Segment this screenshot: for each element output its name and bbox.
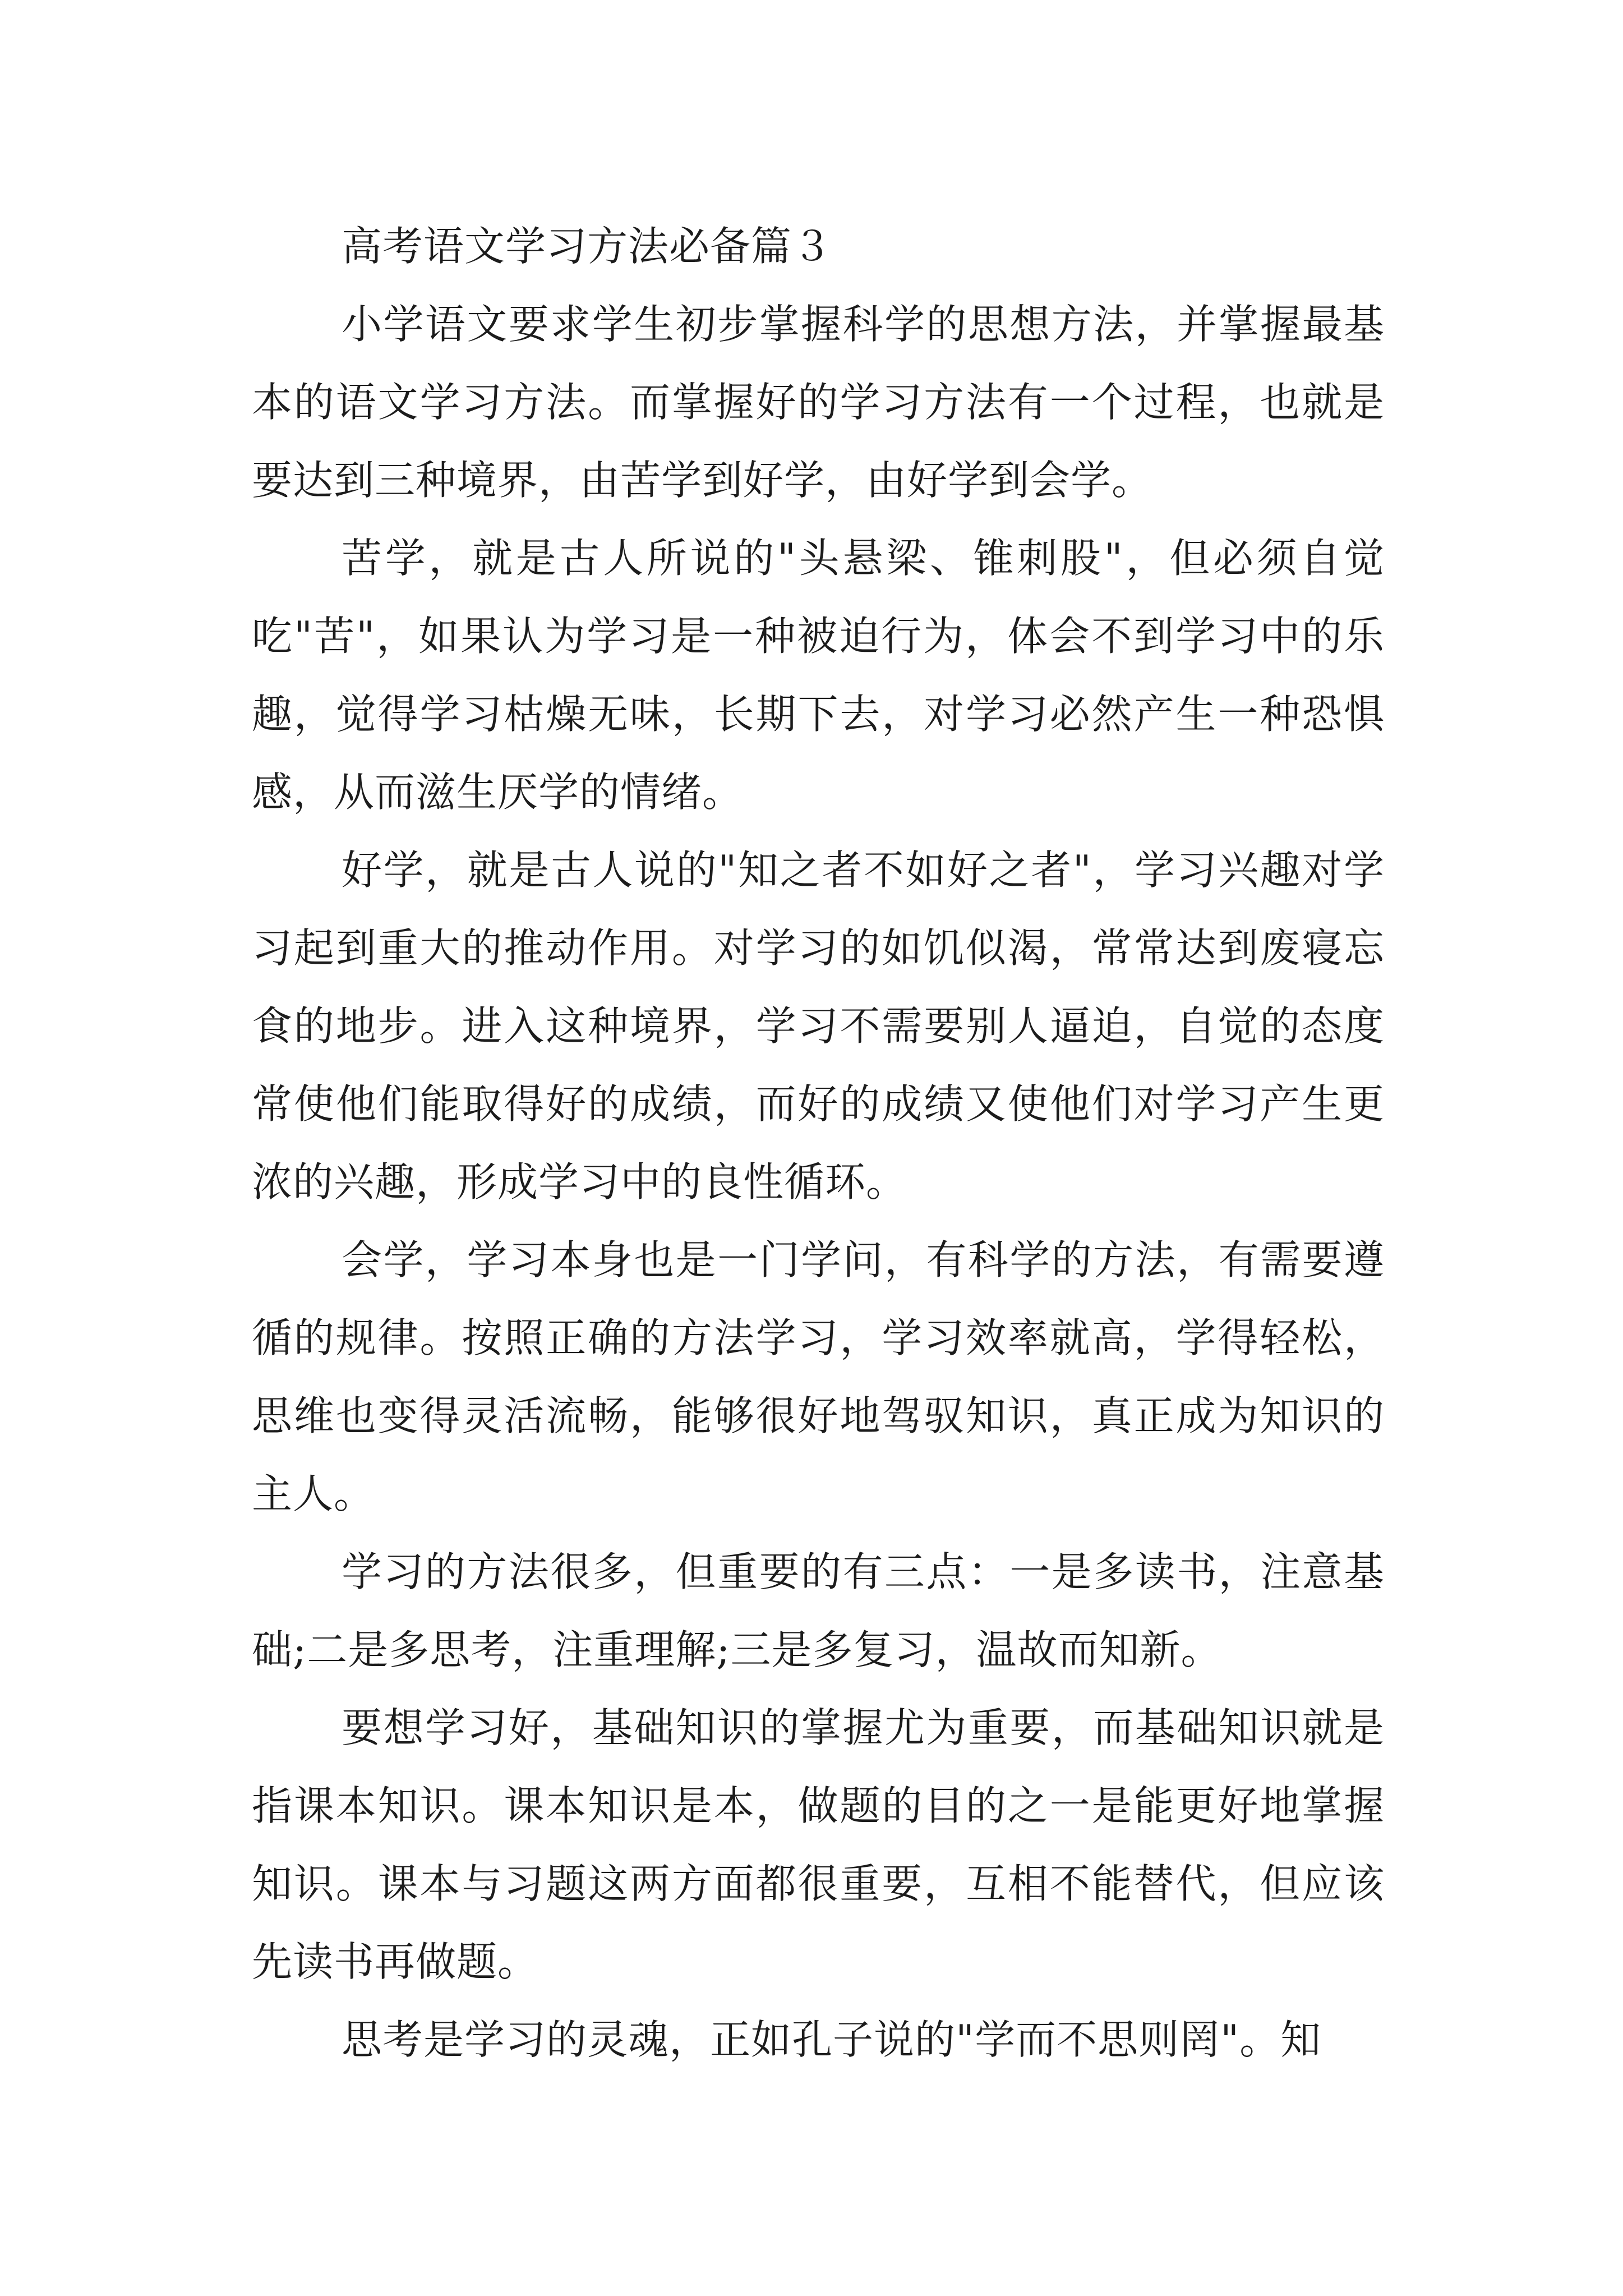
paragraph: 好学，就是古人说的"知之者不如好之者"，学习兴趣对学习起到重大的推动作用。对学习的如饥似渴，常常达到废寝忘食的地步。进入这种境界，学习不需要别人逼迫，自觉的态度常使他们能取得好的成绩，而好的成绩又使他们对学习产生更浓的兴趣，形成学习中的良性循环。 bbox=[252, 846, 1385, 1205]
paragraph: 要想学习好，基础知识的掌握尤为重要，而基础知识就是指课本知识。课本知识是本，做题的目的之一是能更好地掌握知识。课本与习题这两方面都很重要，互相不能替代，但应该先读书再做题。 bbox=[252, 1704, 1385, 1985]
paragraph: 小学语文要求学生初步掌握科学的思想方法，并掌握最基本的语文学习方法。而掌握好的学习方法有一个过程，也就是要达到三种境界，由苦学到好学，由好学到会学。 bbox=[252, 301, 1385, 504]
section-title: 高考语文学习方法必备篇３ bbox=[342, 223, 833, 270]
document-body bbox=[252, 208, 1385, 2079]
paragraph: 学习的方法很多，但重要的有三点：一是多读书，注意基础;二是多思考，注重理解;三是多复习，温故而知新。 bbox=[252, 1548, 1385, 1673]
paragraph: 思考是学习的灵魂，正如孔子说的"学而不思则罔"。知 bbox=[342, 2016, 1322, 2063]
paragraph: 会学，学习本身也是一门学问，有科学的方法，有需要遵循的规律。按照正确的方法学习，学习效率就高，学得轻松，思维也变得灵活流畅，能够很好地驾驭知识，真正成为知识的主人。 bbox=[252, 1236, 1385, 1517]
paragraph: 苦学，就是古人所说的"头悬梁、锥刺股"，但必须自觉吃"苦"，如果认为学习是一种被迫行为，体会不到学习中的乐趣，觉得学习枯燥无味，长期下去，对学习必然产生一种恐惧感，从而滋生厌学的情绪。 bbox=[252, 535, 1385, 816]
